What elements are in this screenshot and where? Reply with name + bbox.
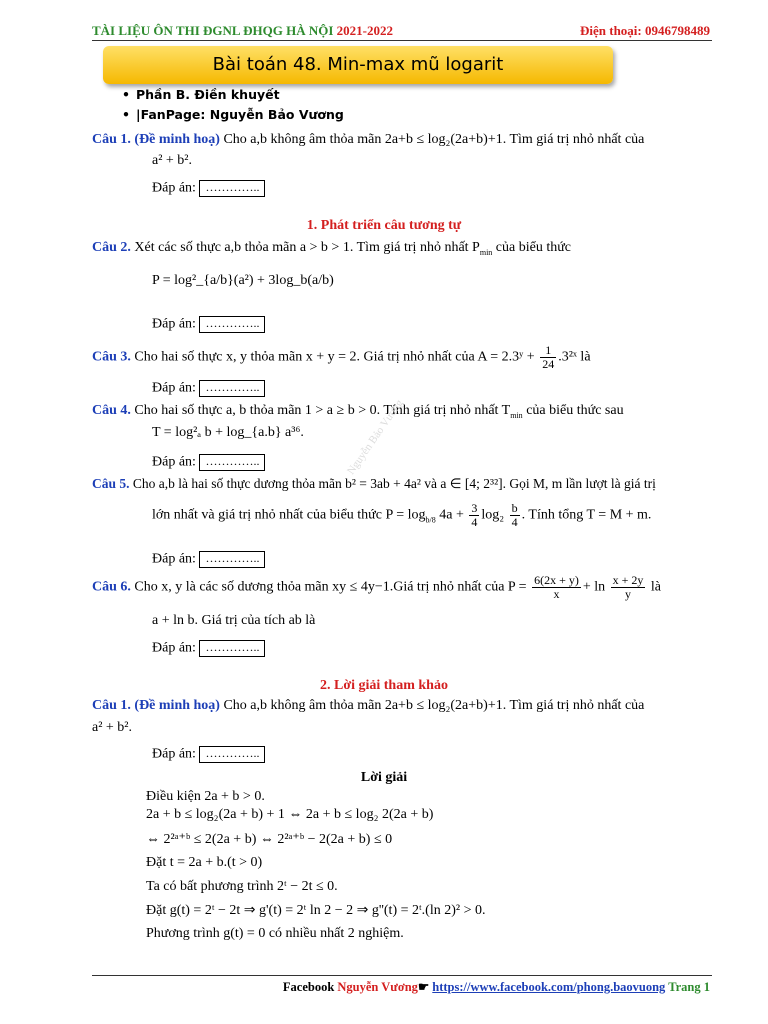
question-5-line2c: log₂ — [481, 507, 505, 523]
header-year: 2021-2022 — [336, 23, 393, 38]
solution-question-1-tag: (Đề minh hoạ) — [134, 698, 220, 713]
solution-line-5: Ta có bất phương trình 2ᵗ − 2t ≤ 0. — [146, 879, 338, 894]
fraction-numerator: x + 2y — [612, 573, 644, 587]
bullet-part-b-text: Phần B. Điền khuyết — [136, 87, 280, 102]
fraction-numerator: b — [511, 501, 518, 515]
footer-facebook-link[interactable]: https://www.facebook.com/phong.baovuong — [432, 980, 666, 994]
question-3 — [92, 344, 591, 371]
question-2: Câu 2. Xét các số thực a,b thỏa mãn a > b > 1. Tìm giá trị nhỏ nhất $P_{min}$ của biểu thức — [92, 240, 572, 257]
question-2-formula: P = log²_{a/b}(a²) + 3log_b(a/b) — [152, 273, 334, 288]
question-5-line2a: lớn nhất và giá trị nhỏ nhất của biểu thức P = log — [152, 507, 426, 523]
fraction-denominator: 4 — [471, 515, 478, 529]
solution-line-4: Đặt t = 2a + b.(t > 0) — [146, 855, 263, 870]
question-5-fraction — [469, 502, 479, 529]
answer-4 — [152, 454, 265, 471]
answer-6 — [152, 640, 265, 657]
question-1-text: Cho a,b không âm thỏa mãn 2a+b ≤ log₂(2a+b)+1. Tìm giá trị nhỏ nhất của — [223, 132, 645, 147]
footer-page-number: Trang 1 — [665, 980, 710, 994]
answer-label: Đáp án: — [152, 180, 196, 196]
question-4-formula: T = log²ₐ b + log_{a.b} a³⁶. — [152, 425, 304, 440]
solution-line-2: 2a + b ≤ log₂(2a + b) + 1 ⇔ 2a + b ≤ log₂ 2(2a + b) — [146, 807, 434, 822]
answer-label: Đáp án: — [152, 640, 196, 656]
answer-input-2[interactable]: ………….. — [199, 316, 265, 333]
question-6-line2: a + ln b. Giá trị của tích ab là — [152, 613, 316, 628]
question-4: Câu 4. Cho hai số thực a, b thỏa mãn 1 > a ≥ b > 0. Tính giá trị nhỏ nhất $T_{min}$ của biểu thức sau — [92, 403, 624, 420]
question-2-text: Xét các số thực a,b thỏa mãn a > b > 1. Tìm giá trị nhỏ nhất P — [134, 240, 480, 255]
watermark: Nguyễn Bảo Vương — [345, 397, 406, 477]
question-6-text: Cho x, y là các số dương thỏa mãn xy ≤ 4y−1.Giá trị nhỏ nhất của P = — [134, 579, 527, 595]
answer-label: Đáp án: — [152, 316, 196, 332]
question-5 — [92, 476, 656, 492]
fraction-denominator: y — [625, 587, 632, 601]
answer-2 — [152, 316, 265, 333]
header-title-text: TÀI LIỆU ÔN THI ĐGNL ĐHQG HÀ NỘI — [92, 23, 337, 38]
question-1-label: Câu 1. — [92, 132, 131, 147]
bullet-fanpage: • |FanPage: Nguyễn Bảo Vương — [122, 107, 344, 122]
question-5-line2: lớn nhất và giá trị nhỏ nhất của biểu thức $P = \log_{b/8} 4a$ + $\frac{3}{4}$ log₂ $\frac{b}{4}$ . Tính tổng T = M + m. — [152, 501, 652, 529]
solution-line-3: ⇔ 2²ᵃ⁺ᵇ ≤ 2(2a + b) ⇔ 2²ᵃ⁺ᵇ − 2(2a + b) ≤ 0 — [146, 832, 393, 847]
footer-divider — [92, 975, 712, 976]
footer — [283, 979, 710, 995]
answer-label: Đáp án: — [152, 746, 196, 762]
question-1 — [92, 132, 644, 148]
question-3-text: Cho hai số thực x, y thỏa mãn x + y = 2. Giá trị nhỏ nhất của A = 2.3ʸ + — [134, 349, 535, 365]
question-1-tag: (Đề minh hoạ) — [134, 132, 220, 147]
question-5-line2d: . Tính tổng T = M + m. — [521, 507, 652, 523]
fraction-denominator: x — [553, 587, 560, 601]
question-6-fraction — [532, 574, 581, 601]
question-6 — [92, 574, 661, 601]
solution-line-6: Đặt g(t) = 2ᵗ − 2t ⇒ g'(t) = 2ᵗ ln 2 − 2 ⇒ g''(t) = 2ᵗ.(ln 2)² > 0. — [146, 903, 486, 918]
question-5-label: Câu 5. — [92, 476, 130, 491]
header-divider — [92, 40, 712, 41]
section-1-title: 1. Phát triển câu tương tự — [306, 218, 462, 233]
answer-1b — [152, 746, 265, 763]
section-2-title: 2. Lời giải tham khảo — [320, 678, 448, 693]
solution-question-1-text: Cho a,b không âm thỏa mãn 2a+b ≤ log₂(2a+b)+1. Tìm giá trị nhỏ nhất của — [223, 698, 645, 713]
fraction-numerator: 3 — [471, 501, 478, 515]
solution-line-7: Phương trình g(t) = 0 có nhiều nhất 2 nghiệm. — [146, 926, 404, 941]
solution-question-1-continuation: a² + b². — [92, 720, 133, 735]
answer-label: Đáp án: — [152, 551, 196, 567]
solution-question-1 — [92, 698, 644, 714]
question-3-label: Câu 3. — [92, 349, 131, 365]
question-1-continuation: a² + b². — [152, 153, 193, 168]
footer-author-name: Nguyễn Vương — [337, 980, 418, 994]
question-2-label: Câu 2. — [92, 240, 131, 255]
answer-3 — [152, 380, 265, 397]
question-3-text2: .3²ˣ là — [558, 349, 591, 365]
header-title — [92, 23, 393, 39]
answer-input-6[interactable]: ………….. — [199, 640, 265, 657]
bullet-fanpage-text: |FanPage: Nguyễn Bảo Vương — [136, 107, 344, 122]
fraction-denominator: 4 — [511, 515, 518, 529]
question-5-line2b: 4a + — [439, 507, 464, 523]
answer-input-1b[interactable]: ………….. — [199, 746, 265, 763]
answer-input-4[interactable]: ………….. — [199, 454, 265, 471]
question-6-label: Câu 6. — [92, 579, 131, 595]
bullet-part-b: • Phần B. Điền khuyết — [122, 87, 280, 102]
header-phone: Điện thoại: 0946798489 — [580, 23, 710, 38]
solution-question-1-label: Câu 1. — [92, 698, 131, 713]
footer-hand: ☛ — [417, 980, 433, 994]
answer-5 — [152, 551, 265, 568]
question-6-mid: + ln — [582, 579, 606, 595]
question-5-fraction-2 — [510, 502, 520, 529]
solution-line-1: Điều kiện 2a + b > 0. — [146, 789, 265, 804]
question-4-text: Cho hai số thực a, b thỏa mãn 1 > a ≥ b > 0. Tính giá trị nhỏ nhất T — [134, 403, 511, 418]
solution-title: Lời giải — [360, 770, 408, 785]
page-title-banner: Bài toán 48. Min-max mũ logarit — [103, 46, 613, 84]
fraction-denominator: 24 — [542, 357, 555, 371]
footer-prefix: Facebook — [282, 980, 338, 994]
question-4-label: Câu 4. — [92, 403, 131, 418]
answer-1 — [152, 180, 265, 197]
question-3-fraction — [540, 344, 556, 371]
fraction-numerator: 6(2x + y) — [534, 573, 579, 587]
question-5-text: Cho a,b là hai số thực dương thỏa mãn b² = 3ab + 4a² và a ∈ [4; 2³²]. Gọi M, m lần lượt là giá trị — [132, 476, 656, 491]
question-6-fraction-2 — [611, 574, 646, 601]
answer-input-3[interactable]: ………….. — [199, 380, 265, 397]
question-6-end: là — [650, 579, 662, 595]
question-2-text2: của biểu thức — [495, 240, 572, 255]
fraction-numerator: 1 — [540, 344, 556, 358]
answer-label: Đáp án: — [152, 380, 196, 396]
answer-input-1[interactable]: ………….. — [199, 180, 265, 197]
answer-input-5[interactable]: ………….. — [199, 551, 265, 568]
answer-label: Đáp án: — [152, 454, 196, 470]
question-4-text2: của biểu thức sau — [526, 403, 624, 418]
